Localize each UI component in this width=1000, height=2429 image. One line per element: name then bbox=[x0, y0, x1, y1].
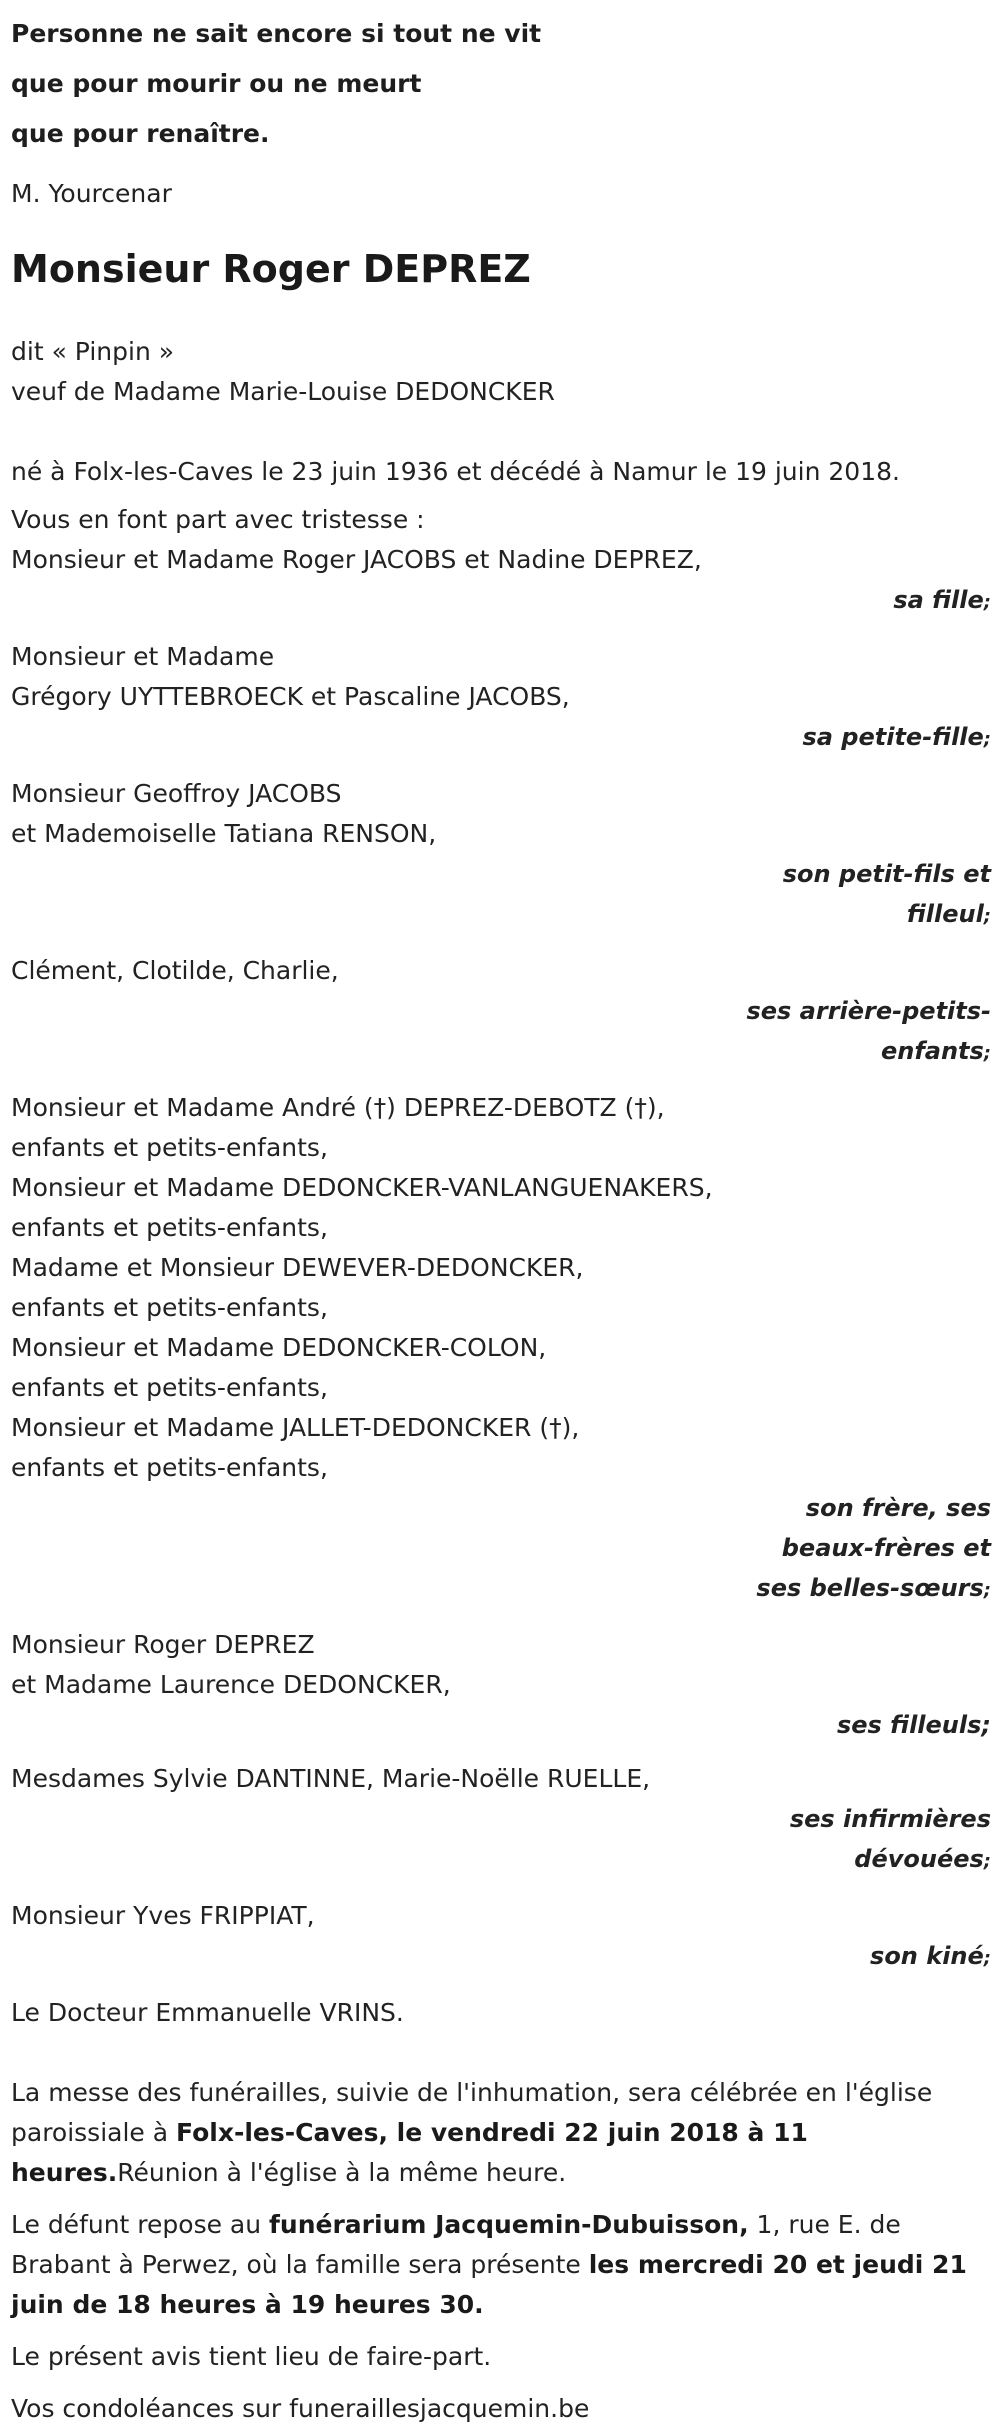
family-name-line: Monsieur et Madame André (†) DEPREZ-DEBOTZ (†), bbox=[11, 1093, 665, 1122]
condolences-line: Vos condoléances sur funeraillesjacquemin.be bbox=[11, 2394, 590, 2423]
family-name-line: Mesdames Sylvie DANTINNE, Marie-Noëlle RUELLE, bbox=[11, 1764, 651, 1793]
family-name-line: Monsieur Yves FRIPPIAT, bbox=[11, 1901, 315, 1930]
family-name-line: Monsieur et Madame DEDONCKER-COLON, bbox=[11, 1333, 547, 1362]
family-name-line: et Madame Laurence DEDONCKER, bbox=[11, 1670, 451, 1699]
visitation-details: Le défunt repose au funérarium Jacquemin-Dubuisson, 1, rue E. de Brabant à Perwez, où la famille sera présente les mercredi 20 et jeudi 21 juin de 18 heures à 19 heures 30. bbox=[11, 2210, 967, 2319]
family-name-line: Monsieur Geoffroy JACOBS bbox=[11, 779, 342, 808]
relation-label: ses arrière-petits- bbox=[746, 997, 991, 1025]
relation-label: enfants; bbox=[880, 1037, 991, 1065]
family-name-line: Monsieur et Madame Roger JACOBS et Nadine DEPREZ, bbox=[11, 545, 702, 574]
deceased-name-title: Monsieur Roger DEPREZ bbox=[11, 247, 531, 291]
quote-line: que pour renaître. bbox=[11, 119, 270, 148]
epigraph-quote bbox=[11, 9, 991, 159]
relation-label: ses filleuls; bbox=[836, 1711, 991, 1739]
family-group bbox=[11, 774, 991, 937]
family-group bbox=[11, 1896, 991, 1979]
family-name-line: et Mademoiselle Tatiana RENSON, bbox=[11, 819, 437, 848]
relation-label: dévouées; bbox=[854, 1845, 991, 1873]
family-name-line: enfants et petits-enfants, bbox=[11, 1293, 328, 1322]
family-group bbox=[11, 637, 991, 760]
funeral-details: La messe des funérailles, suivie de l'inhumation, sera célébrée en l'église paroissiale à Folx-les-Caves, le vendredi 22 juin 2018 à 11 heures.Réunion à l'église à la même heure. bbox=[11, 2078, 933, 2187]
relation-label: filleul; bbox=[906, 900, 991, 928]
family-group bbox=[11, 1625, 991, 1745]
quote-line: que pour mourir ou ne meurt bbox=[11, 69, 422, 98]
family-group bbox=[11, 1088, 991, 1611]
family-group bbox=[11, 540, 991, 623]
family-name-line: Madame et Monsieur DEWEVER-DEDONCKER, bbox=[11, 1253, 584, 1282]
family-name-line: enfants et petits-enfants, bbox=[11, 1213, 328, 1242]
birth-death-line: né à Folx-les-Caves le 23 juin 1936 et décédé à Namur le 19 juin 2018. bbox=[11, 457, 900, 486]
visitation-hours: les mercredi 20 et jeudi 21 juin de 18 heures à 19 heures 30. bbox=[11, 2250, 967, 2319]
family-name-line: Grégory UYTTEBROECK et Pascaline JACOBS, bbox=[11, 682, 570, 711]
funeral-place-date: Folx-les-Caves, le vendredi 22 juin 2018 à 11 heures. bbox=[11, 2118, 808, 2187]
family-name-line: enfants et petits-enfants, bbox=[11, 1373, 328, 1402]
announcement-intro: Vous en font part avec tristesse : bbox=[11, 505, 425, 534]
relation-label: son frère, ses bbox=[805, 1494, 991, 1522]
nickname: dit « Pinpin » bbox=[11, 337, 175, 366]
family-name-line: enfants et petits-enfants, bbox=[11, 1453, 328, 1482]
relation-label: son petit-fils et bbox=[782, 860, 991, 888]
relation-label: sa fille; bbox=[893, 586, 991, 614]
relation-label: sa petite-fille; bbox=[802, 723, 991, 751]
family-group bbox=[11, 1993, 991, 2033]
family-name-line: Le Docteur Emmanuelle VRINS. bbox=[11, 1998, 404, 2027]
notice-line: Le présent avis tient lieu de faire-part. bbox=[11, 2342, 492, 2371]
funeral-home-name: funérarium Jacquemin-Dubuisson, bbox=[269, 2210, 749, 2239]
family-group bbox=[11, 1759, 991, 1882]
relation-label: beaux-frères et bbox=[781, 1534, 991, 1562]
family-name-line: Monsieur Roger DEPREZ bbox=[11, 1630, 315, 1659]
quote-line: Personne ne sait encore si tout ne vit bbox=[11, 19, 542, 48]
quote-author: M. Yourcenar bbox=[11, 179, 172, 208]
family-name-line: Monsieur et Madame JALLET-DEDONCKER (†), bbox=[11, 1413, 580, 1442]
deceased-details bbox=[11, 332, 991, 412]
relation-label: son kiné; bbox=[870, 1942, 991, 1970]
relation-label: ses infirmières bbox=[789, 1805, 991, 1833]
family-name-line: Clément, Clotilde, Charlie, bbox=[11, 956, 339, 985]
spouse-line: veuf de Madame Marie-Louise DEDONCKER bbox=[11, 377, 555, 406]
obituary-page bbox=[11, 0, 991, 2429]
family-name-line: enfants et petits-enfants, bbox=[11, 1133, 328, 1162]
family-name-line: Monsieur et Madame bbox=[11, 642, 275, 671]
relation-label: ses belles-sœurs; bbox=[756, 1574, 991, 1602]
family-name-line: Monsieur et Madame DEDONCKER-VANLANGUENAKERS, bbox=[11, 1173, 713, 1202]
family-group bbox=[11, 951, 991, 1074]
